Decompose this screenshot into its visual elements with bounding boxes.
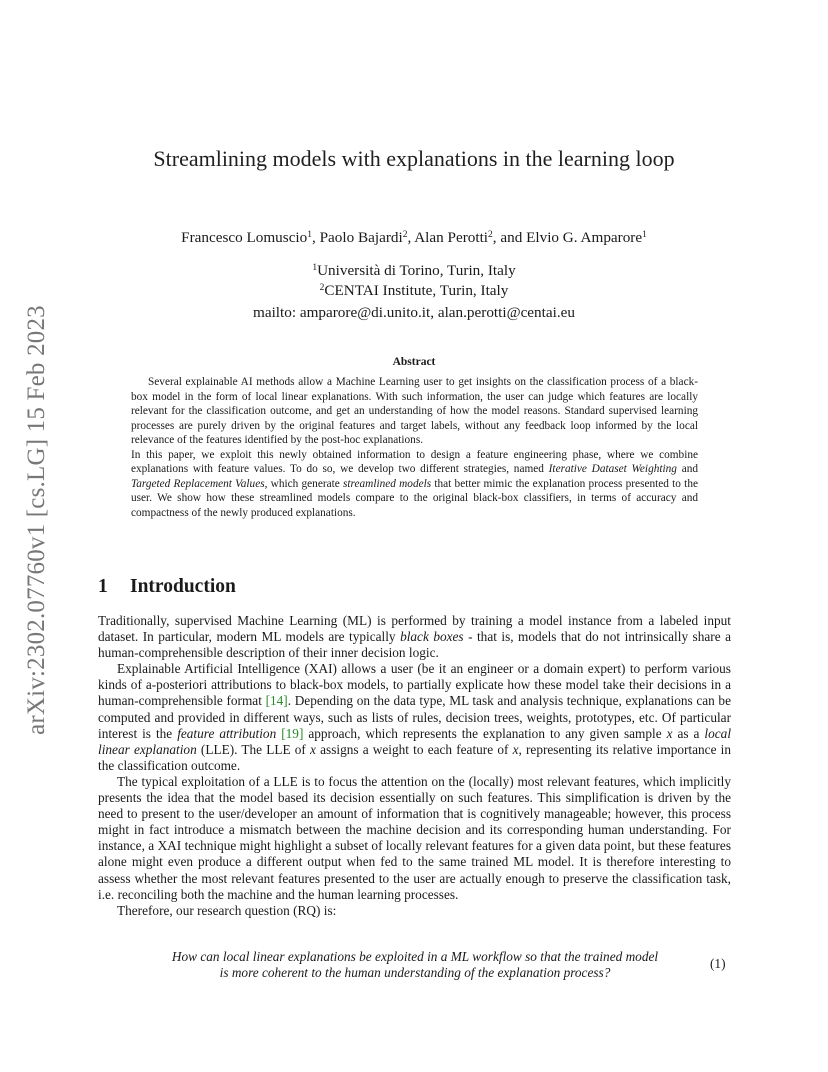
section-number: 1 xyxy=(98,576,108,597)
section-heading xyxy=(98,576,236,598)
text-run: In this paper, we exploit this newly obtained information to design a feature engineering phase, where we combine explanations with feature values. To do so, we develop two different strategies, named xyxy=(131,448,698,476)
body-paragraph-4: Therefore, our research question (RQ) is: xyxy=(117,902,337,918)
affiliation-number: 2 xyxy=(319,283,325,293)
author-affiliation-mark: 2 xyxy=(488,230,493,240)
citation-link[interactable]: [19] xyxy=(281,725,304,741)
emphasis: Iterative Dataset Weighting xyxy=(548,463,677,476)
author-name: Alan Perotti xyxy=(414,229,489,246)
affiliation-text: CENTAI Institute, Turin, Italy xyxy=(324,282,509,299)
text-run: (LLE). The LLE of xyxy=(196,741,311,757)
author-affiliation-mark: 1 xyxy=(642,230,647,240)
introduction-body xyxy=(98,613,731,919)
research-question-line: How can local linear explanations be exploited in a ML workflow so that the trained model xyxy=(171,949,659,964)
emphasis: black boxes xyxy=(400,629,464,645)
math-variable: x xyxy=(512,741,519,757)
emphasis: feature attribution xyxy=(177,725,277,741)
emphasis: Targeted Replacement Values xyxy=(131,477,265,490)
contact-emails: mailto: amparore@di.unito.it, alan.perotti@centai.eu xyxy=(253,304,575,321)
research-question-line: is more coherent to the human understanding of the explanation process? xyxy=(219,965,611,981)
author-separator: , and xyxy=(492,229,527,246)
author-list xyxy=(0,229,828,247)
emphasis: streamlined models xyxy=(343,477,432,490)
body-paragraph-2 xyxy=(98,661,731,774)
affiliation-2 xyxy=(0,282,828,300)
author-separator: , xyxy=(312,229,320,246)
text-run: - that is, models that do not intrinsically share a human-comprehensible description of their inner decision logic. xyxy=(98,629,731,661)
abstract-paragraph-1: Several explainable AI methods allow a Machine Learning user to get insights on the classification process of a black-box model in the form of local linear explanations. With such information, the user can judge which features are locally relevant for the classification outcome, and get an understanding of how the model reasons. Standard supervised learning processes are purely driven by the original features and target labels, without any feedback loop informed by the local relevance of the features identified by the post-hoc explanations. xyxy=(131,376,698,447)
math-variable: x xyxy=(666,725,673,741)
author-separator: , xyxy=(407,229,415,246)
author-name: Elvio G. Amparore xyxy=(526,229,643,246)
affiliation-1 xyxy=(0,262,828,280)
affiliation-text: Università di Torino, Turin, Italy xyxy=(317,262,516,279)
equation-number: (1) xyxy=(710,956,726,971)
text-run: . Depending on the data type, ML task and analysis technique, explanations can be computed and provided in different ways, such as lists of rules, decision trees, weights, prototypes, etc. Of particular interest is the xyxy=(98,693,731,741)
abstract-paragraph-2 xyxy=(131,448,698,521)
text-run: Traditionally, supervised Machine Learning (ML) is performed by training a model instance from a labeled input dataset. In particular, modern ML models are typically xyxy=(98,613,731,645)
abstract-heading: Abstract xyxy=(392,356,436,368)
text-run: Explainable Artificial Intelligence (XAI) allows a user (be it an engineer or a domain expert) to perform various kinds of a-posteriori attributions to black-box models, to partially explicate how these model take their decisions in a human-comprehensible format xyxy=(98,661,731,709)
math-variable: x xyxy=(310,741,316,757)
arxiv-identifier: arXiv:2302.07760v1 [cs.LG] 15 Feb 2023 xyxy=(23,305,50,735)
research-question xyxy=(140,949,690,981)
abstract-body xyxy=(131,375,698,520)
text-run: , which generate xyxy=(264,477,343,490)
author-name: Paolo Bajardi xyxy=(319,229,403,246)
paper-title: Streamlining models with explanations in the learning loop xyxy=(153,146,675,171)
text-run: approach, which represents the explanation to any given sample xyxy=(303,725,667,741)
text-run: and xyxy=(676,463,698,476)
body-paragraph-1 xyxy=(98,613,731,661)
author-name: Francesco Lomuscio xyxy=(181,229,308,246)
text-run: , representing its relative importance in the classification outcome. xyxy=(98,741,732,773)
section-title: Introduction xyxy=(130,576,236,597)
affiliation-number: 1 xyxy=(312,263,318,273)
text-run: assigns a weight to each feature of xyxy=(315,741,513,757)
text-run: as a xyxy=(672,725,705,741)
emphasis: local linear explanation xyxy=(98,725,732,757)
body-paragraph-3: The typical exploitation of a LLE is to focus the attention on the (locally) most relevant features, which implicitly presents the idea that the model based its decision essentially on such features. This simplification is driven by the need to present to the user/developer an amount of information that is cognitively manageable; however, this process might in fact introduce a mismatch between the machine decision and its corresponding human understanding. For instance, a XAI technique might highlight a subset of locally relevant features for a given data point, but these features alone might even produce a different output when fed to the same trained ML model. It is therefore interesting to assess whether the most relevant features presented to the user are actually enough to preserve the classification task, i.e. reconciling both the machine and the human learning processes. xyxy=(98,773,731,902)
citation-link[interactable]: [14] xyxy=(265,693,288,709)
author-affiliation-mark: 2 xyxy=(402,230,408,240)
author-affiliation-mark: 1 xyxy=(307,230,312,240)
text-run: that better mimic the explanation process presented to the user. We show how these streamlined models compare to the original black-box classifiers, in terms of accuracy and compactness of the newly produced explanations. xyxy=(131,477,698,519)
